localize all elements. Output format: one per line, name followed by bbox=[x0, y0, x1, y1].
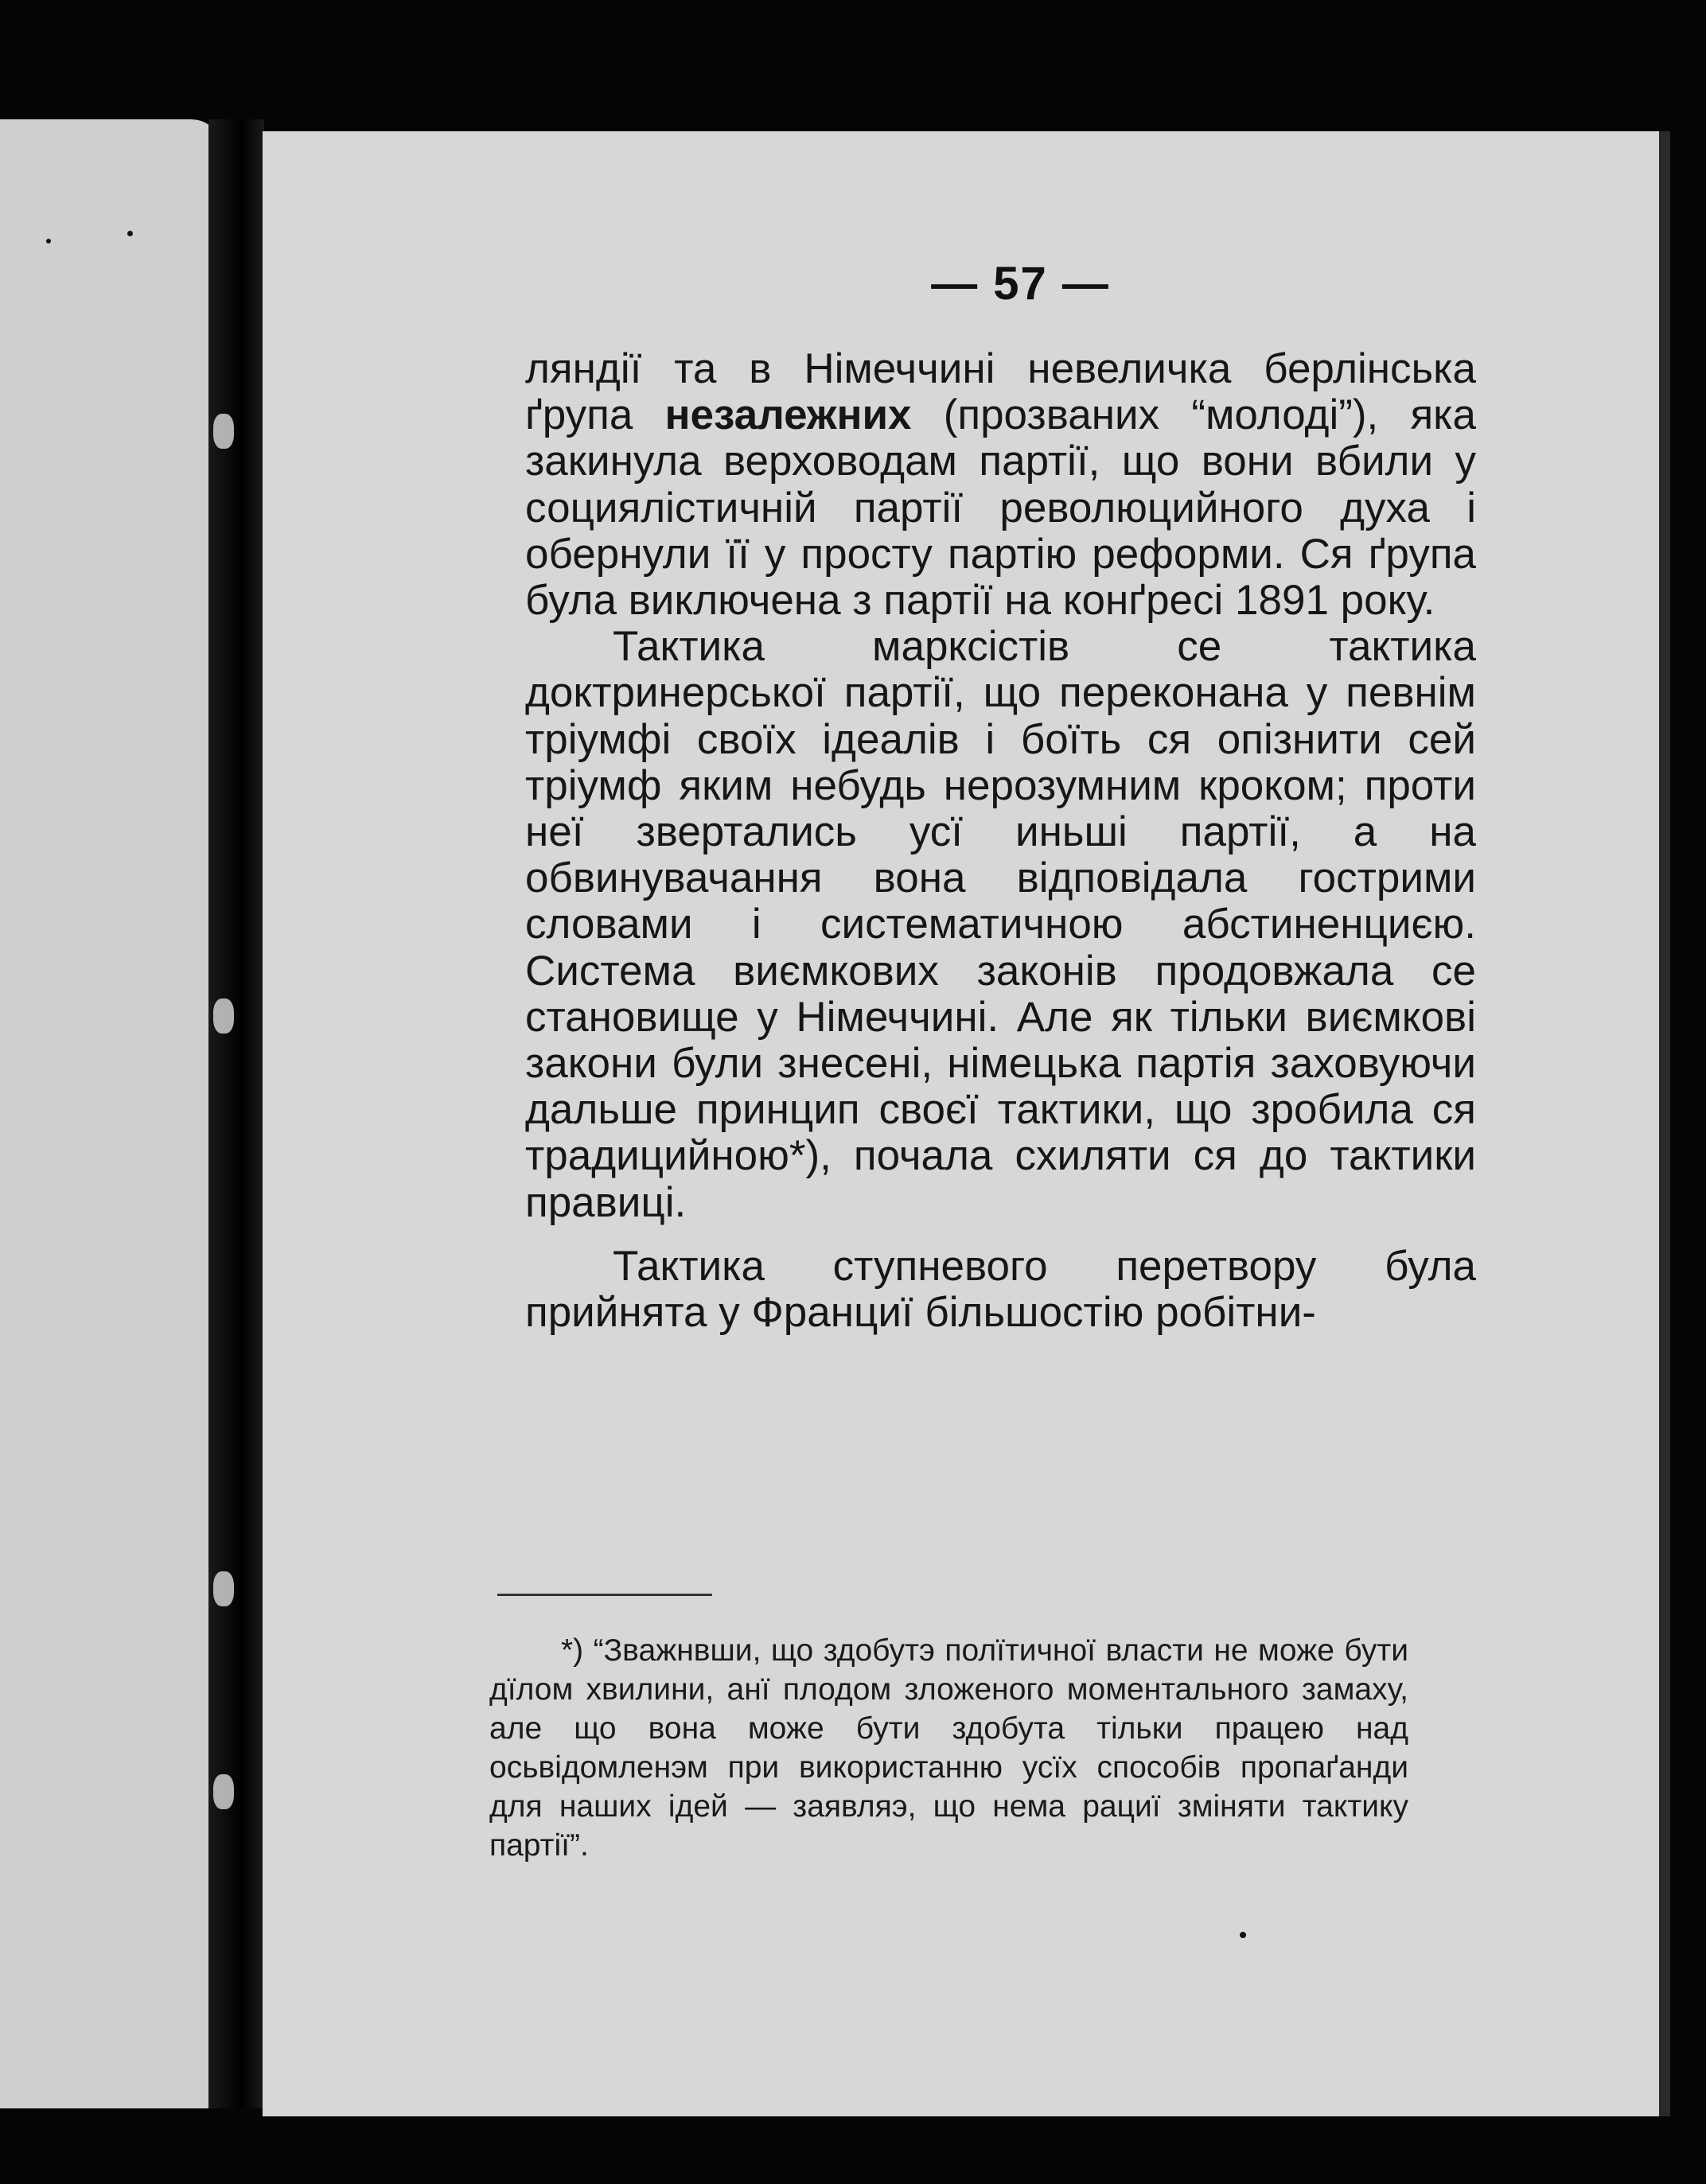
binding-stitch bbox=[213, 1774, 234, 1809]
left-page-edge bbox=[0, 119, 223, 2108]
scan-speck bbox=[46, 239, 51, 243]
scan-speck bbox=[127, 231, 133, 236]
body-text bbox=[525, 346, 1476, 1336]
book-page bbox=[263, 131, 1670, 2116]
paragraph-1-start: ляндії та в Німеччині невеличка берлінська ґрупа bbox=[525, 345, 1476, 439]
page-number: — 57 — bbox=[931, 258, 1110, 309]
binding-stitch bbox=[213, 414, 234, 449]
binding-stitch bbox=[213, 999, 234, 1034]
paragraph-2: Тактика марксістів се тактика доктринерської партії, що переконана у певнім тріумфі своїх ідеалів і боїть ся опізнити сей тріумф яким небудь нерозумним кроком; проти неї звертались усї иньші партії, а на обвинувачання вона відповідала гострими словами і систематичною абстиненциєю. Система виємкових законів продовжала се становище у Німеччині. Але як тільки виємкові закони були знесені, німецька партія заховуючи дальше принцип своєї тактики, що зробила ся традицийною*), почала схиляти ся до тактики правиці. bbox=[525, 623, 1476, 1226]
paragraph-3: Тактика ступневого перетвору була прийнята у Франциї більшостію робітни- bbox=[525, 1242, 1476, 1337]
footnote-divider bbox=[497, 1594, 712, 1596]
scan-speck bbox=[1240, 1932, 1246, 1938]
paragraph-1 bbox=[525, 346, 1476, 624]
paragraph-1-end: (прозваних “молоді”), яка закинула верховодам партії, що вони вбили у социялістичній партії революцийного духа і обернули її у просту партію реформи. Ся ґрупа була виключена з партії на конґресі 1891 року. bbox=[525, 391, 1476, 625]
binding-stitch bbox=[213, 1571, 234, 1606]
footnote: *) “Зважнвши, що здобутэ полїтичної власти не може бути дїлом хвилини, анї плодом зложеного моментального замаху, але що вона може бути здобута тільки працею над осьвідомленэм при використанню усїх способів пропаґанди для наших ідей — заявляэ, що нема рациї зміняти тактику партії”. bbox=[489, 1633, 1408, 1863]
emphasis-term: незалежних bbox=[664, 391, 912, 439]
